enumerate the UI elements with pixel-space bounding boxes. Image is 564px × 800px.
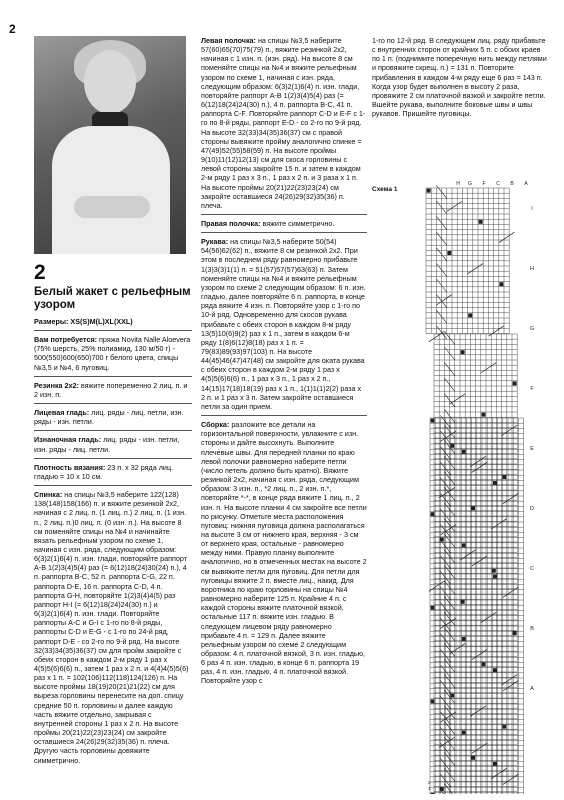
row-number: 2 (428, 780, 431, 785)
stitch-filled (427, 189, 431, 193)
divider (201, 415, 367, 416)
gauge-text: 23 п. х 32 ряда лиц. гладью = 10 х 10 см. (34, 462, 174, 481)
divider (34, 485, 192, 486)
photo-face (84, 50, 136, 114)
cable-stroke (491, 768, 507, 778)
pattern-title: Белый жакет с рельефным узором (34, 286, 191, 311)
stitch-filled (493, 481, 497, 485)
assembly-text: разложите все детали на горизонтальной поверхности, увлажните с изн. стороны и дайте высохнуть. Выполните плечевые швы. Для передней планки по краю левой полочки равномерно наберите петли (число петель должно быть кратно). Вяжите резинкой 2х2, начиная с изн. ряда, следующим образом: 3 изн. п., *2 лиц. п., 2 изн. п.*, повторяйте *-*, в конце ряда вяжите 1 лиц. п., 2 изн. п. На высоте планки 4 см закройте все петли по рисунку. Отметьте места расположения пуговиц: нижняя пуговица должна располагаться на высоте 3 см от нижнего края, верхняя - 3 см от верхнего края, остальные - равномерно между ними. Правую планку выполните аналогично, но в отмеченных местах на высоте 2 см вывяжите петли для пуговиц. Для петли для пуговицы вяжите 2 п. вместе лиц., накид. Для воротника по краю горловины на спицы №4 равномерно наберите 125 п. Крайние 4 п. с каждой стороны вяжите платочной вязкой, остальные 117 п. вяжите изн. гладью. В следующем лицевом ряду равномерно прибавьте 4 п. = 129 п. Далее вяжите рельефным узором по схеме 2 следующим образом: 4 п. платочной вязкой, 3 п. изн. гладью, 6 раз 4 п. изн. гладью, в конце 6 п. раппорта 19 раз, 4 п. изн. гладью, 4 п. платочной вязкой. Повторяйте узор с (201, 420, 367, 686)
cable-stroke (436, 295, 452, 305)
scheme-1-label: Схема 1 (372, 186, 398, 193)
divider (34, 403, 192, 404)
gauge-label: Плотность вязания: (34, 462, 106, 472)
cable-stroke (472, 743, 488, 753)
cable-stroke (503, 587, 519, 597)
finishing-para: 1-го по 12-й ряд. В следующем лиц. ряду прибавьте с внутренних сторон от крайних 5 п. с обоих краев по 1 п. (поднимите поперечную нить между петлями и провяжите скрещ. п.) = 131 п. Повторите прибавления в каждом 4-м ряду еще 6 раз = 143 п. Когда узор будет выполнен в высоту 2 раза, провяжите 2 см платочной вязкой и закройте петли. Вшейте рукава, выполните боковые швы и швы рукавов. Пришейте пуговицы. (372, 36, 547, 119)
stitch-filled (468, 313, 472, 317)
cable-stroke (481, 363, 497, 373)
divider (201, 232, 367, 233)
cable-stroke (450, 643, 466, 653)
cable-stroke (503, 681, 519, 691)
scheme-1-chart (424, 180, 540, 794)
cable-stroke (450, 394, 466, 404)
stitch-filled (431, 606, 435, 610)
cable-stroke (470, 456, 486, 466)
reverse-para (34, 435, 192, 453)
stitch-filled (493, 762, 497, 766)
rib-label: Резинка 2х2: (34, 380, 79, 390)
column-label: F (482, 181, 486, 187)
column-2 (201, 36, 367, 690)
sleeve-text: на спицы №3,5 наберите 50(54) 54(56)62(62) п., вяжите 8 см резинкой 2х2. При этом в последнем ряду равномерно прибавьте 1(3)3(3)1(1) п. = 51(57)57(57)63(63) п. Затем поменяйте спицы на №4 и вяжите рельефным узором по схеме 2 следующим образом: 6 п. изн. гладью, далее повторяйте 6 п. раппорта, в конце ряда вяжите 4 изн. п. Повторяйте узор с 1-го по 10-й ряд. Одновременно для скосов рукава прибавьте с обеих сторон в каждом 8-м ряду 13(5)10(6)9(2) раз х 1 п., затем в каждом 6-м ряду 1(8)6(12)8(18) раз х 1 п. = 79(83)89(93)97(103) п. На высоте 44(45)46(47)47(48) см закройте для оката рукава с обеих сторон в каждом 2-м ряду 1 раз х 4(5)5(6)6(6) п., 1 раз х 3 п., 1 раз х 2 п., 14(15)17(18)18(19) раз х 1 п., 1(1)1(1)2(2) раза х 2 п. и 1 раз х 3 п. Затем закройте оставшиеся петли за один прием. (201, 237, 366, 411)
stitch-filled (513, 381, 517, 385)
left-front-text: на спицы №3,5 наберите 57(60)65(70)75(79) п., вяжите резинкой 2х2, начиная с 1 изн. п. (изн. ряд). На высоте 8 см поменяйте спицы на №4 и вяжите рельефным узором по схеме 1, начиная с изн. ряда, следующим образом: 6(3)2(1)6(4) п. изн. глади, повторяйте раппорт А-В 1(2)3(4)5(4) раз (= 6(12)18(24)24(30) п.), 4 п. раппорта В-С, 41 п. раппорта С-F. Повторяйте раппорт С-D и E-F с 1-го по 8-й ряды, раппорт E-D - со 2-го по 9-й ряд. На высоте 32(33)34(35)36(37) см с правой стороны вывяжите пройму аналогично спинке = 47(49)52(55)58(59) п. На высоте проймы 9(10)11(12)12(13) см для скоса горловины с левой стороны закройте 15 п. и затем в каждом 2-м ряду 1 раз х 3 п., 1 раз х 2 п. и 3 раза х 1 п. На высоте проймы 20(21)22(23)23(24) см закройте оставшиеся 24(26)29(32)35(36) п. плеча. (201, 36, 366, 210)
cable-stroke (472, 462, 488, 472)
rib-text: вяжите попеременно 2 лиц. п. и 2 изн. п. (34, 380, 188, 399)
cable-stroke (499, 232, 515, 242)
side-label: E (530, 446, 534, 452)
divider (34, 458, 192, 459)
stitch-filled (461, 350, 465, 354)
cable-stroke (491, 519, 507, 529)
stockinette-label: Лицевая гладь: (34, 408, 90, 418)
column-label: G (468, 181, 472, 187)
divider (34, 430, 192, 431)
cable-stroke (468, 263, 484, 273)
stitch-filled (479, 220, 483, 224)
cable-stroke (502, 425, 518, 435)
materials-para (34, 335, 192, 372)
cable-stroke (503, 493, 519, 503)
side-label: C (530, 566, 534, 572)
side-label: B (530, 626, 534, 632)
stitch-filled (447, 251, 451, 255)
scheme-grid-svg (424, 180, 540, 794)
sizes-value: XS(S)M(L)XL(XXL) (70, 317, 133, 326)
assembly-label: Сборка: (201, 420, 230, 430)
cable-stroke (472, 556, 488, 566)
stitch-filled (431, 512, 435, 516)
row-number: 1 (428, 786, 431, 791)
cable-stroke (429, 581, 445, 591)
left-front-label: Левая полочка: (201, 36, 256, 45)
side-label: H (530, 266, 534, 272)
column-label: C (496, 181, 500, 187)
stockinette-text: лиц. ряды - лиц. петли, изн. ряды - изн. петли. (34, 408, 184, 427)
back-para (34, 490, 192, 765)
column-3 (372, 36, 550, 122)
sleeve-label: Рукава: (201, 237, 229, 247)
left-front-para (201, 36, 367, 210)
materials-text: пряжа Novita Nalle Aloevera (75% шерсть, 25% полиамид, 130 м/50 г) - 500(550)600(650)700 г белого цвета, спицы №3,5 и №4, 6 пуговиц. (34, 335, 191, 372)
column-label: B (510, 181, 514, 187)
assembly-para (201, 420, 367, 686)
stitch-filled (499, 282, 503, 286)
stockinette-para (34, 408, 192, 426)
side-label: G (529, 326, 535, 332)
sizes-label: Размеры: (34, 317, 69, 326)
side-label: I (531, 206, 533, 212)
photo-jacket (52, 126, 170, 254)
stitch-filled (462, 637, 466, 641)
stitch-filled (481, 413, 485, 417)
column-label: H (456, 181, 460, 187)
cable-stroke (439, 487, 455, 497)
stitch-filled (462, 543, 466, 547)
reverse-label: Изнаночная гладь: (34, 435, 102, 445)
right-front-para (201, 219, 367, 228)
cable-stroke (502, 675, 518, 685)
pattern-number: 2 (34, 261, 46, 284)
cable-stroke (470, 706, 486, 716)
stitch-filled (493, 575, 497, 579)
divider (201, 214, 367, 215)
stitch-filled (493, 668, 497, 672)
stitch-filled (431, 419, 435, 423)
reverse-text: лиц. ряды - изн. петли, изн. ряды - лиц. петли. (34, 435, 180, 454)
rib-para (34, 381, 192, 399)
sleeve-para (201, 237, 367, 411)
back-label: Спинка: (34, 490, 63, 500)
stitch-filled (462, 731, 466, 735)
cable-stroke (503, 774, 519, 784)
cable-stroke (447, 201, 463, 211)
stitch-filled (431, 699, 435, 703)
divider (34, 330, 192, 331)
side-label: A (530, 686, 534, 692)
back-text: на спицы №3,5 наберите 122(128) 138(148)158(166) п. и вяжите резинкой 2х2, начиная с 2 лиц. п. (1 лиц. п.) 2 лиц. п. (1 изн. п., 2 лиц. п.)0 лиц. п. (0 изн. п.). На высоте 8 см поменяйте спицы на №4 и начинайте вязать рельефным узором по схеме 1, начиная с изн. ряда, следующим образом: 6(3)2(1)6(4) п. изн. глади, повторяйте раппорт А-В 1(2)3(4)5(4) раз (= 6(12)18(24)30(24) п.), 4 п. раппорта В-С, 52 п. раппорта С-G, 22 п. раппорта D-E, 16 п. раппорта С-D, 4 п. раппорта G-H, повторяйте 1(2)3(4)4(5) раз раппорт H-I (= 6(12)18(24)24(30) п.) и 6(3)2(1)6(4) п. изн. глади. Повторяйте раппорты А-С и G-I с 1-го по 8-й ряды, раппорты С-D и E-G - с 1-го по 24-й ряд, раппорт D-E - со 2-го по 9-й ряд. На высоте 32(33)34(35)36(37) см для пройм закройте с обеих сторон в каждом 2-м ряду 1 раз х 4(5)5(6)6(6) п., затем 1 раз х 2 п. и 4(4)4(5)5(6) раз х 1 п. = 102(106)112(118)124(126) п. На высоте проймы 18(19)20(21)21(22) см для выреза горловины перенесите на доп. спицу средние 50 п. горловины и далее каждую часть вяжите отдельно, закрывая с внутренней стороны 1 раз х 2 п. На высоте проймы 20(21)22(23)23(24) см закройте оставшиеся 24(26)29(32)35(36) п. плеча. Другую часть горловины довяжите симметрично. (34, 490, 189, 765)
side-label: D (530, 506, 534, 512)
page-number: 2 (9, 22, 16, 36)
column-1 (34, 262, 192, 769)
stitch-filled (431, 793, 435, 794)
right-front-label: Правая полочка: (201, 218, 261, 228)
gauge-para (34, 463, 192, 481)
right-front-text: вяжите симметрично. (262, 218, 335, 228)
cable-stroke (481, 612, 497, 622)
cable-stroke (439, 737, 455, 747)
divider (34, 376, 192, 377)
stitch-filled (462, 450, 466, 454)
column-label: A (524, 181, 528, 187)
side-label: F (530, 386, 534, 392)
cable-stroke (472, 649, 488, 659)
materials-label: Вам потребуется: (34, 335, 98, 345)
model-photo (34, 36, 186, 254)
photo-hands (74, 196, 150, 218)
cable-stroke (460, 550, 476, 560)
sizes-para (34, 317, 192, 326)
